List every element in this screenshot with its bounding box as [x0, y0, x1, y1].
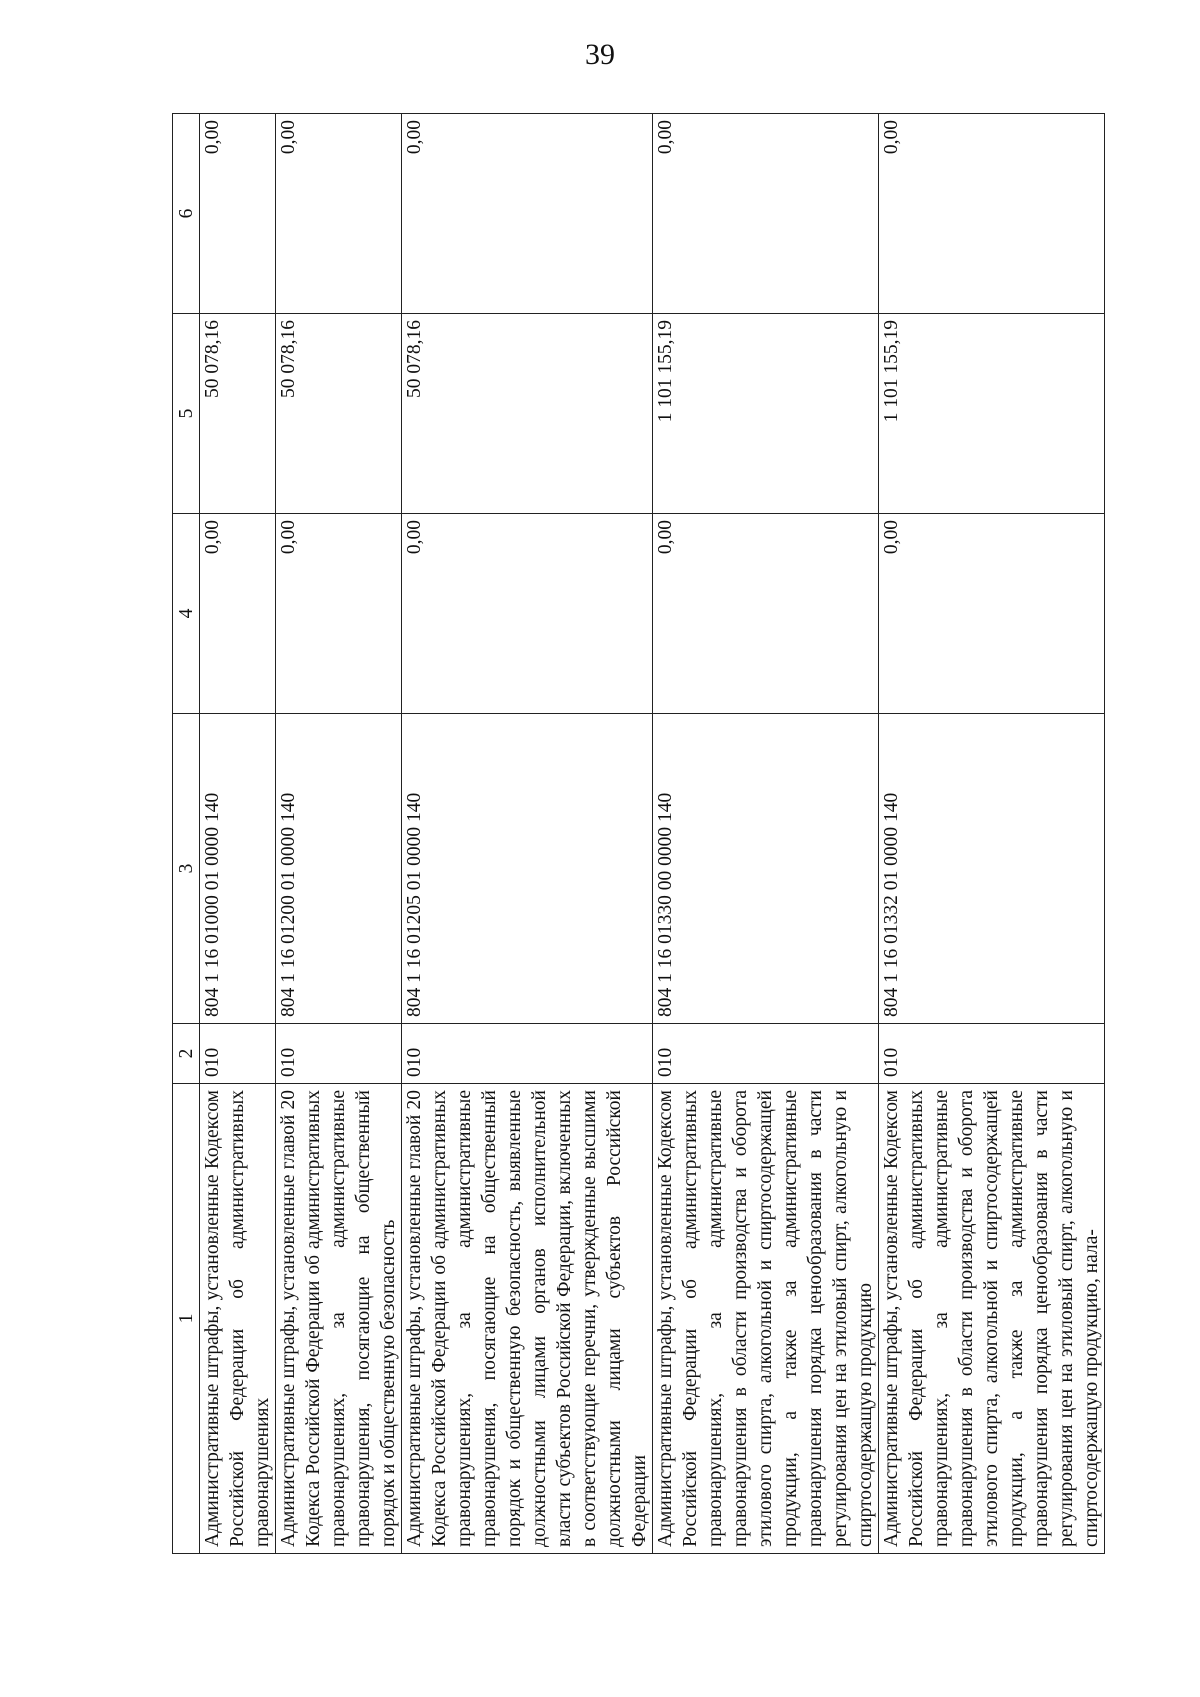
table-row	[200, 114, 276, 1554]
row-col4-value: 0,00	[276, 514, 402, 714]
table-row	[879, 114, 1105, 1554]
row-line-code: 010	[653, 1024, 879, 1084]
table-row	[653, 114, 879, 1554]
row-col5-value: 50 078,16	[402, 314, 653, 514]
row-line-code: 010	[200, 1024, 276, 1084]
row-description: Административные штрафы, установленные Кодексом Российской Федерации об административных правонарушениях	[200, 1084, 276, 1554]
row-col4-value: 0,00	[653, 514, 879, 714]
row-col4-value: 0,00	[879, 514, 1105, 714]
row-budget-code: 804 1 16 01000 01 0000 140	[200, 714, 276, 1024]
page-number: 39	[585, 38, 615, 71]
row-col5-value: 50 078,16	[200, 314, 276, 514]
row-col6-value: 0,00	[276, 114, 402, 314]
row-description: Административные штрафы, установленные главой 20 Кодекса Российской Федерации об административных правонарушениях, за административные правонарушения, посягающие на общественный порядок и общественную безопасность	[276, 1084, 402, 1554]
rotated-table-container	[172, 114, 1102, 1554]
row-col5-value: 1 101 155,19	[653, 314, 879, 514]
column-header: 6	[173, 114, 200, 314]
table-header-row	[173, 114, 200, 1554]
table-row	[402, 114, 653, 1554]
row-col4-value: 0,00	[402, 514, 653, 714]
row-description: Административные штрафы, установленные Кодексом Российской Федерации об административных правонарушениях, за административные правонарушения в области производства и оборота этилового спирта, алкогольной и спиртосодержащей продукции, а также за административные правонарушения порядка ценообразования в части регулирования цен на этиловый спирт, алкогольную и спиртосодержащую продукцию, нала-	[879, 1084, 1105, 1554]
column-header: 3	[173, 714, 200, 1024]
row-col5-value: 1 101 155,19	[879, 314, 1105, 514]
row-col6-value: 0,00	[402, 114, 653, 314]
column-header: 5	[173, 314, 200, 514]
row-line-code: 010	[879, 1024, 1105, 1084]
row-col5-value: 50 078,16	[276, 314, 402, 514]
row-col6-value: 0,00	[200, 114, 276, 314]
column-header: 1	[173, 1084, 200, 1554]
row-budget-code: 804 1 16 01200 01 0000 140	[276, 714, 402, 1024]
budget-table	[172, 113, 1105, 1554]
row-description: Административные штрафы, установленные Кодексом Российской Федерации об административных правонарушениях, за административные правонарушения в области производства и оборота этилового спирта, алкогольной и спиртосодержащей продукции, а также за административные правонарушения порядка ценообразования в части регулирования цен на этиловый спирт, алкогольную и спиртосодержащую продукцию	[653, 1084, 879, 1554]
row-line-code: 010	[276, 1024, 402, 1084]
row-budget-code: 804 1 16 01332 01 0000 140	[879, 714, 1105, 1024]
row-col6-value: 0,00	[879, 114, 1105, 314]
row-budget-code: 804 1 16 01205 01 0000 140	[402, 714, 653, 1024]
row-col6-value: 0,00	[653, 114, 879, 314]
row-description: Административные штрафы, установленные главой 20 Кодекса Российской Федерации об административных правонарушениях, за административные правонарушения, посягающие на общественный порядок и общественную безопасность, выявленные должностными лицами органов исполнительной власти субъектов Российской Федерации, включенных в соответствующие перечни, утвержденные высшими должностными лицами субъектов Российской Федерации	[402, 1084, 653, 1554]
row-line-code: 010	[402, 1024, 653, 1084]
row-col4-value: 0,00	[200, 514, 276, 714]
table-row	[276, 114, 402, 1554]
column-header: 2	[173, 1024, 200, 1084]
row-budget-code: 804 1 16 01330 00 0000 140	[653, 714, 879, 1024]
column-header: 4	[173, 514, 200, 714]
